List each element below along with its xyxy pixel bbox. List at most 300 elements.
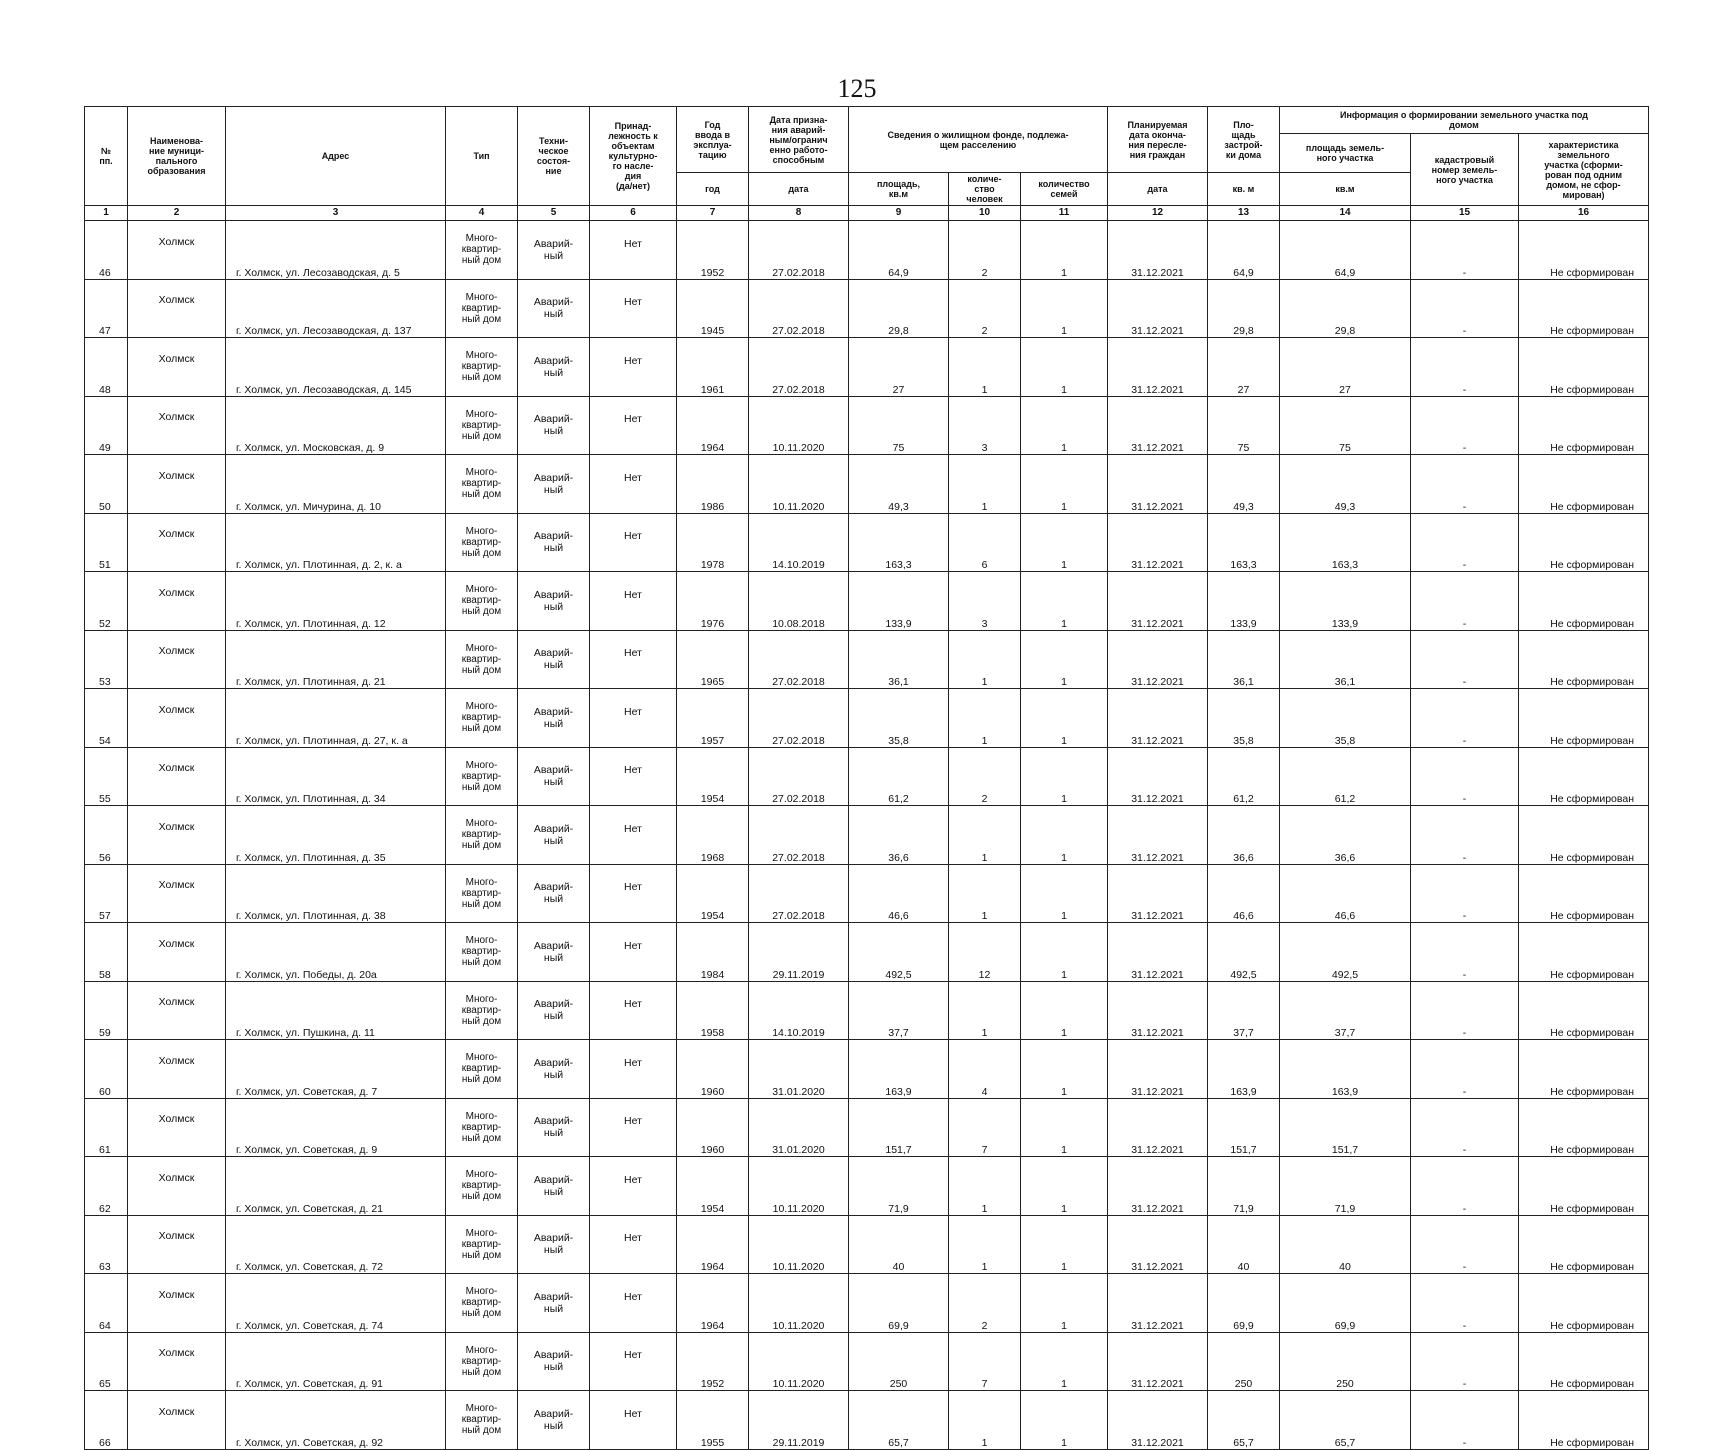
year-cell: 1965 <box>677 630 749 689</box>
text-line: Аварий- <box>533 530 574 543</box>
text-line: кв. м <box>1232 184 1255 194</box>
table-row <box>85 1391 1649 1450</box>
land-characteristic-cell: Не сформирован <box>1519 279 1649 338</box>
people-count-cell: 1 <box>949 689 1021 748</box>
families-count-cell: 1 <box>1021 1215 1108 1274</box>
land-area-cell: 35,8 <box>1280 689 1411 748</box>
emergency-date-cell: 10.11.2020 <box>749 396 849 455</box>
built-area-cell: 29,8 <box>1208 279 1280 338</box>
row-number: 52 <box>85 572 128 631</box>
land-area-cell: 40 <box>1280 1215 1411 1274</box>
text-line: квартир- <box>461 1414 502 1426</box>
address-cell: г. Холмск, ул. Плотинная, д. 21 <box>226 630 446 689</box>
text-line: Много- <box>465 584 498 596</box>
tech-state-cell <box>518 572 590 631</box>
cultural-heritage-cell: Нет <box>590 1040 677 1099</box>
text-line: ный <box>543 1419 564 1432</box>
planned-date-cell: 31.12.2021 <box>1108 806 1208 865</box>
column-number: 13 <box>1208 206 1280 221</box>
address-cell: г. Холмск, ул. Плотинная, д. 34 <box>226 747 446 806</box>
text-line: ния граждан <box>1129 149 1186 160</box>
planned-date-cell: 31.12.2021 <box>1108 338 1208 397</box>
municipality-cell: Холмск <box>128 572 226 631</box>
area-cell: 46,6 <box>849 864 949 923</box>
text-line: ный дом <box>461 489 502 501</box>
land-characteristic-cell: Не сформирован <box>1519 572 1649 631</box>
municipality-cell: Холмск <box>128 806 226 865</box>
families-count-cell: 1 <box>1021 923 1108 982</box>
planned-date-cell: 31.12.2021 <box>1108 630 1208 689</box>
row-number: 56 <box>85 806 128 865</box>
land-area-cell: 250 <box>1280 1332 1411 1391</box>
text-line: Много- <box>465 642 498 654</box>
text-line: ный <box>543 542 564 555</box>
text-line: ки дома <box>1225 149 1262 160</box>
emergency-date-cell: 27.02.2018 <box>749 747 849 806</box>
text-line: Аварий- <box>533 822 574 835</box>
header-built-sub <box>1208 173 1280 206</box>
area-cell: 163,3 <box>849 513 949 572</box>
address-cell: г. Холмск, ул. Плотинная, д. 27, к. а <box>226 689 446 748</box>
built-area-cell: 36,6 <box>1208 806 1280 865</box>
housing-table <box>84 106 1649 1450</box>
text-line: ный <box>543 1010 564 1023</box>
text-line: квартир- <box>461 302 502 314</box>
text-line: дата <box>788 184 809 194</box>
text-line: ный дом <box>461 1249 502 1261</box>
families-count-cell: 1 <box>1021 572 1108 631</box>
built-area-cell: 37,7 <box>1208 981 1280 1040</box>
emergency-date-cell: 10.11.2020 <box>749 1274 849 1333</box>
emergency-date-cell: 10.11.2020 <box>749 455 849 514</box>
type-cell <box>446 630 518 689</box>
type-cell <box>446 338 518 397</box>
text-line: ный <box>543 659 564 672</box>
built-area-cell: 69,9 <box>1208 1274 1280 1333</box>
text-line: Много- <box>465 291 498 303</box>
area-cell: 29,8 <box>849 279 949 338</box>
people-count-cell: 2 <box>949 1274 1021 1333</box>
address-cell: г. Холмск, ул. Советская, д. 92 <box>226 1391 446 1450</box>
municipality-cell: Холмск <box>128 981 226 1040</box>
emergency-date-cell: 29.11.2019 <box>749 1391 849 1450</box>
header-land-area-sub <box>1280 173 1411 206</box>
cadastral-cell: - <box>1411 1040 1519 1099</box>
planned-date-cell: 31.12.2021 <box>1108 1215 1208 1274</box>
cultural-heritage-cell: Нет <box>590 1391 677 1450</box>
text-line: го насле- <box>612 161 654 171</box>
header-number <box>85 107 128 206</box>
type-cell <box>446 1274 518 1333</box>
year-cell: 1986 <box>677 455 749 514</box>
table-row <box>85 1098 1649 1157</box>
column-number: 16 <box>1519 206 1649 221</box>
emergency-date-cell: 27.02.2018 <box>749 279 849 338</box>
tech-state-cell <box>518 396 590 455</box>
cadastral-cell: - <box>1411 513 1519 572</box>
planned-date-cell: 31.12.2021 <box>1108 923 1208 982</box>
address-cell: г. Холмск, ул. Пушкина, д. 11 <box>226 981 446 1040</box>
row-number: 66 <box>85 1391 128 1450</box>
land-characteristic-cell: Не сформирован <box>1519 923 1649 982</box>
land-area-cell: 163,9 <box>1280 1040 1411 1099</box>
text-line: Много- <box>465 467 498 479</box>
emergency-date-cell: 14.10.2019 <box>749 513 849 572</box>
families-count-cell: 1 <box>1021 338 1108 397</box>
text-line: квартир- <box>461 1355 502 1367</box>
header-land-characteristic <box>1519 134 1649 206</box>
text-line: Аварий- <box>533 1115 574 1128</box>
header-cadastral <box>1411 134 1519 206</box>
land-area-cell: 65,7 <box>1280 1391 1411 1450</box>
text-line: ный дом <box>461 840 502 852</box>
row-number: 48 <box>85 338 128 397</box>
text-line: ние <box>545 166 562 176</box>
year-cell: 1964 <box>677 1274 749 1333</box>
cadastral-cell: - <box>1411 1332 1519 1391</box>
land-area-cell: 29,8 <box>1280 279 1411 338</box>
address-cell: г. Холмск, ул. Московская, д. 9 <box>226 396 446 455</box>
text-line: ный <box>543 483 564 496</box>
column-number: 11 <box>1021 206 1108 221</box>
planned-date-cell: 31.12.2021 <box>1108 981 1208 1040</box>
land-characteristic-cell: Не сформирован <box>1519 396 1649 455</box>
table-row <box>85 1332 1649 1391</box>
table-row <box>85 923 1649 982</box>
planned-date-cell: 31.12.2021 <box>1108 689 1208 748</box>
cadastral-cell: - <box>1411 1157 1519 1216</box>
land-area-cell: 36,6 <box>1280 806 1411 865</box>
land-characteristic-cell: Не сформирован <box>1519 1391 1649 1450</box>
area-cell: 151,7 <box>849 1098 949 1157</box>
people-count-cell: 12 <box>949 923 1021 982</box>
column-number: 15 <box>1411 206 1519 221</box>
built-area-cell: 35,8 <box>1208 689 1280 748</box>
cultural-heritage-cell: Нет <box>590 338 677 397</box>
families-count-cell: 1 <box>1021 1157 1108 1216</box>
year-cell: 1958 <box>677 981 749 1040</box>
address-cell: г. Холмск, ул. Советская, д. 91 <box>226 1332 446 1391</box>
planned-date-cell: 31.12.2021 <box>1108 513 1208 572</box>
table-row <box>85 630 1649 689</box>
text-line: Аварий- <box>533 1407 574 1420</box>
cadastral-cell: - <box>1411 864 1519 923</box>
people-count-cell: 4 <box>949 1040 1021 1099</box>
cultural-heritage-cell: Нет <box>590 747 677 806</box>
text-line: образования <box>147 166 206 176</box>
built-area-cell: 46,6 <box>1208 864 1280 923</box>
tech-state-cell <box>518 279 590 338</box>
header-address <box>226 107 446 206</box>
text-line: ный дом <box>461 313 502 325</box>
row-number: 57 <box>85 864 128 923</box>
emergency-date-cell: 10.11.2020 <box>749 1332 849 1391</box>
text-line: Аварий- <box>533 881 574 894</box>
table-header <box>85 107 1649 221</box>
text-line: эксплуа- <box>693 139 732 150</box>
column-number: 8 <box>749 206 849 221</box>
area-cell: 65,7 <box>849 1391 949 1450</box>
header-people <box>949 173 1021 206</box>
people-count-cell: 2 <box>949 747 1021 806</box>
type-cell <box>446 747 518 806</box>
header-type <box>446 107 518 206</box>
text-line: Аварий- <box>533 1056 574 1069</box>
type-cell <box>446 1332 518 1391</box>
year-cell: 1961 <box>677 338 749 397</box>
cultural-heritage-cell: Нет <box>590 689 677 748</box>
header-date-sub <box>749 173 849 206</box>
text-line: квартир- <box>461 1238 502 1250</box>
families-count-cell: 1 <box>1021 689 1108 748</box>
emergency-date-cell: 27.02.2018 <box>749 864 849 923</box>
year-cell: 1954 <box>677 1157 749 1216</box>
emergency-date-cell: 27.02.2018 <box>749 806 849 865</box>
text-line: щадь <box>1231 129 1256 140</box>
text-line: Аварий- <box>533 939 574 952</box>
municipality-cell: Холмск <box>128 1391 226 1450</box>
families-count-cell: 1 <box>1021 747 1108 806</box>
families-count-cell: 1 <box>1021 864 1108 923</box>
text-line: номер земель- <box>1431 164 1498 175</box>
planned-date-cell: 31.12.2021 <box>1108 396 1208 455</box>
land-characteristic-cell: Не сформирован <box>1519 1098 1649 1157</box>
year-cell: 1964 <box>677 1215 749 1274</box>
type-cell <box>446 513 518 572</box>
header-emergency-date <box>749 107 849 173</box>
year-cell: 1978 <box>677 513 749 572</box>
text-line: ния пересле- <box>1128 139 1187 150</box>
municipality-cell: Холмск <box>128 1098 226 1157</box>
table-row <box>85 455 1649 514</box>
row-number: 62 <box>85 1157 128 1216</box>
municipality-cell: Холмск <box>128 630 226 689</box>
text-line: культурно- <box>608 151 658 161</box>
address-cell: г. Холмск, ул. Советская, д. 72 <box>226 1215 446 1274</box>
header-land-area <box>1280 134 1411 173</box>
year-cell: 1945 <box>677 279 749 338</box>
cadastral-cell: - <box>1411 572 1519 631</box>
land-characteristic-cell: Не сформирован <box>1519 1040 1649 1099</box>
row-number: 65 <box>85 1332 128 1391</box>
text-line: квартир- <box>461 712 502 724</box>
municipality-cell: Холмск <box>128 1215 226 1274</box>
text-line: Пло- <box>1233 119 1254 130</box>
text-line: Много- <box>465 1052 498 1064</box>
year-cell: 1960 <box>677 1040 749 1099</box>
text-line: объектам <box>611 141 655 151</box>
text-line: ный дом <box>461 781 502 793</box>
planned-date-cell: 31.12.2021 <box>1108 221 1208 280</box>
header-tech-state <box>518 107 590 206</box>
cultural-heritage-cell: Нет <box>590 806 677 865</box>
text-line: ный дом <box>461 547 502 559</box>
type-cell <box>446 455 518 514</box>
text-line: Аварий- <box>533 471 574 484</box>
type-cell <box>446 981 518 1040</box>
type-cell <box>446 864 518 923</box>
cadastral-cell: - <box>1411 1391 1519 1450</box>
people-count-cell: 3 <box>949 396 1021 455</box>
families-count-cell: 1 <box>1021 455 1108 514</box>
planned-date-cell: 31.12.2021 <box>1108 455 1208 514</box>
area-cell: 36,6 <box>849 806 949 865</box>
text-line: Наименова- <box>149 136 204 146</box>
year-cell: 1952 <box>677 221 749 280</box>
text-line: Много- <box>465 1227 498 1239</box>
text-line: квартир- <box>461 419 502 431</box>
column-number: 10 <box>949 206 1021 221</box>
header-cultural-heritage <box>590 107 677 206</box>
planned-date-cell: 31.12.2021 <box>1108 572 1208 631</box>
people-count-cell: 1 <box>949 1215 1021 1274</box>
text-line: площадь земель- <box>1305 143 1385 153</box>
tech-state-cell <box>518 1040 590 1099</box>
area-cell: 61,2 <box>849 747 949 806</box>
people-count-cell: 3 <box>949 572 1021 631</box>
people-count-cell: 1 <box>949 338 1021 397</box>
text-line: Много- <box>465 876 498 888</box>
planned-date-cell: 31.12.2021 <box>1108 279 1208 338</box>
year-cell: 1957 <box>677 689 749 748</box>
tech-state-cell <box>518 747 590 806</box>
text-line: квартир- <box>461 244 502 256</box>
area-cell: 71,9 <box>849 1157 949 1216</box>
row-number: 50 <box>85 455 128 514</box>
text-line: Тип <box>473 151 490 161</box>
cultural-heritage-cell: Нет <box>590 923 677 982</box>
planned-date-cell: 31.12.2021 <box>1108 864 1208 923</box>
text-line: ный <box>543 308 564 321</box>
text-line: способным <box>772 154 825 165</box>
tech-state-cell <box>518 806 590 865</box>
text-line: площадь, <box>877 179 920 189</box>
built-area-cell: 133,9 <box>1208 572 1280 631</box>
text-line: год <box>705 184 720 194</box>
text-line: енно работо- <box>769 144 828 155</box>
text-line: Много- <box>465 1403 498 1415</box>
text-line: Адрес <box>321 151 350 161</box>
text-line: ного участка <box>1316 153 1374 163</box>
families-count-cell: 1 <box>1021 1332 1108 1391</box>
address-cell: г. Холмск, ул. Советская, д. 7 <box>226 1040 446 1099</box>
column-number: 7 <box>677 206 749 221</box>
area-cell: 492,5 <box>849 923 949 982</box>
area-cell: 35,8 <box>849 689 949 748</box>
cadastral-cell: - <box>1411 1274 1519 1333</box>
text-line: тацию <box>698 149 727 160</box>
people-count-cell: 2 <box>949 279 1021 338</box>
people-count-cell: 2 <box>949 221 1021 280</box>
row-number: 61 <box>85 1098 128 1157</box>
land-characteristic-cell: Не сформирован <box>1519 1332 1649 1391</box>
text-line: ный <box>543 1302 564 1315</box>
text-line: Много- <box>465 759 498 771</box>
text-line: ный <box>543 1244 564 1257</box>
municipality-cell: Холмск <box>128 455 226 514</box>
text-line: ный <box>543 717 564 730</box>
column-numbers-row <box>85 206 1649 221</box>
area-cell: 36,1 <box>849 630 949 689</box>
cadastral-cell: - <box>1411 396 1519 455</box>
text-line: кв.м <box>888 189 909 199</box>
tech-state-cell <box>518 1157 590 1216</box>
address-cell: г. Холмск, ул. Плотинная, д. 35 <box>226 806 446 865</box>
people-count-cell: 6 <box>949 513 1021 572</box>
cultural-heritage-cell: Нет <box>590 1274 677 1333</box>
land-characteristic-cell: Не сформирован <box>1519 689 1649 748</box>
address-cell: г. Холмск, ул. Советская, д. 9 <box>226 1098 446 1157</box>
cultural-heritage-cell: Нет <box>590 396 677 455</box>
cultural-heritage-cell: Нет <box>590 1332 677 1391</box>
text-line: ный дом <box>461 430 502 442</box>
table-row <box>85 747 1649 806</box>
text-line: Аварий- <box>533 588 574 601</box>
people-count-cell: 7 <box>949 1332 1021 1391</box>
text-line: ный <box>543 951 564 964</box>
area-cell: 27 <box>849 338 949 397</box>
text-line: ный дом <box>461 255 502 267</box>
text-line: Год <box>704 119 721 130</box>
emergency-date-cell: 27.02.2018 <box>749 689 849 748</box>
emergency-date-cell: 31.01.2020 <box>749 1040 849 1099</box>
column-number: 9 <box>849 206 949 221</box>
land-area-cell: 64,9 <box>1280 221 1411 280</box>
area-cell: 49,3 <box>849 455 949 514</box>
column-number: 2 <box>128 206 226 221</box>
text-line: (да/нет) <box>616 181 650 191</box>
text-line: Аварий- <box>533 1290 574 1303</box>
planned-date-cell: 31.12.2021 <box>1108 1157 1208 1216</box>
text-line: ние муници- <box>148 146 205 156</box>
address-cell: г. Холмск, ул. Мичурина, д. 10 <box>226 455 446 514</box>
type-cell <box>446 279 518 338</box>
year-cell: 1964 <box>677 396 749 455</box>
families-count-cell: 1 <box>1021 1274 1108 1333</box>
text-line: ный дом <box>461 372 502 384</box>
type-cell <box>446 221 518 280</box>
text-line: ный дом <box>461 1425 502 1437</box>
text-line: ный дом <box>461 723 502 735</box>
text-line: Много- <box>465 1286 498 1298</box>
text-line: ный дом <box>461 664 502 676</box>
column-number: 12 <box>1108 206 1208 221</box>
text-line: ного участка <box>1436 174 1493 185</box>
header-land-info <box>1280 107 1649 134</box>
text-line: ный дом <box>461 1015 502 1027</box>
area-cell: 37,7 <box>849 981 949 1040</box>
table-row <box>85 1157 1649 1216</box>
land-area-cell: 71,9 <box>1280 1157 1411 1216</box>
text-line: рован под одним <box>1544 169 1623 180</box>
text-line: пп. <box>99 156 113 166</box>
cultural-heritage-cell: Нет <box>590 513 677 572</box>
row-number: 64 <box>85 1274 128 1333</box>
text-line: Принад- <box>614 121 652 131</box>
table-row <box>85 1040 1649 1099</box>
year-cell: 1954 <box>677 864 749 923</box>
header-area <box>849 173 949 206</box>
address-cell: г. Холмск, ул. Победы, д. 20а <box>226 923 446 982</box>
land-area-cell: 37,7 <box>1280 981 1411 1040</box>
table-row <box>85 279 1649 338</box>
table-body <box>85 221 1649 1450</box>
text-line: щем расселению <box>939 139 1017 150</box>
table-row <box>85 689 1649 748</box>
text-line: квартир- <box>461 361 502 373</box>
people-count-cell: 7 <box>949 1098 1021 1157</box>
text-line: ный дом <box>461 957 502 969</box>
